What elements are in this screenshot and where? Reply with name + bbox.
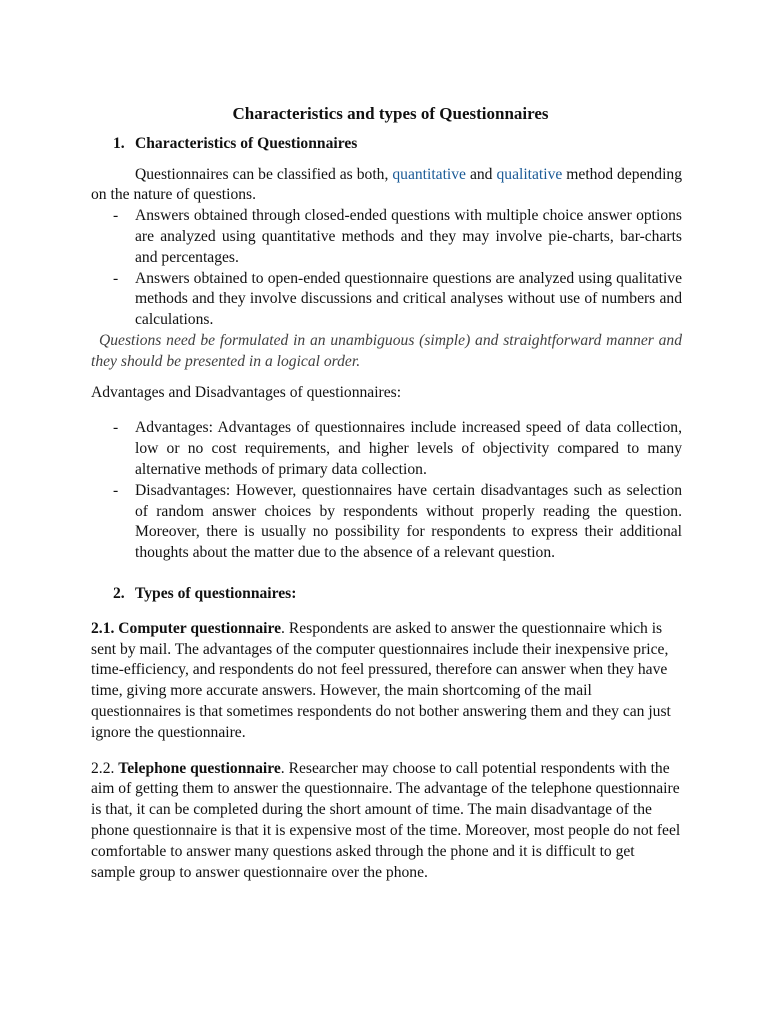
- intro-pre: Questionnaires can be classified as both,: [135, 165, 393, 183]
- list-item: [91, 418, 682, 480]
- computer-questionnaire-label: 2.1. Computer questionnaire: [91, 619, 282, 637]
- section-2-number: 2.: [113, 584, 125, 602]
- bullet-dash: -: [113, 419, 119, 437]
- bullet-dash: -: [113, 269, 119, 287]
- bullet-dash: -: [113, 207, 119, 225]
- list-item: [91, 206, 682, 268]
- intro-mid: and: [465, 165, 497, 183]
- section-1-bullet-list: [91, 206, 682, 331]
- list-item-text: Disadvantages: However, questionnaires have certain disadvantages such as selection of random answer choices by respondents without properly reading the question. Moreover, there is usually no possibility for respondents to express their additional thoughts about the matter due to the absence of a relevant question.: [135, 481, 682, 562]
- list-item: [91, 269, 682, 331]
- intro-post: method depending on the nature of questions.: [91, 165, 683, 204]
- advantages-bullet-list: [91, 418, 682, 564]
- formulation-note: Questions need be formulated in an unambiguous (simple) and straightforward manner and they should be presented in a logical order.: [91, 331, 682, 370]
- computer-questionnaire-paragraph: [91, 619, 682, 744]
- telephone-questionnaire-label: Telephone questionnaire: [118, 759, 281, 777]
- list-item: [91, 481, 682, 564]
- section-1-heading: [91, 134, 682, 155]
- section-1-title: Characteristics of Questionnaires: [135, 134, 358, 152]
- telephone-questionnaire-prefix: 2.2.: [91, 759, 119, 777]
- section-1-intro: [91, 165, 682, 207]
- document-title: Characteristics and types of Questionnaires: [232, 104, 549, 123]
- quantitative-link[interactable]: quantitative: [392, 165, 466, 183]
- computer-questionnaire-text: . Respondents are asked to answer the questionnaire which is sent by mail. The advantages of the computer questionnaires include their inexpensive price, time-efficiency, and respondents do not feel pressured, therefore can answer when they have time, giving more accurate answers. However, the main shortcoming of the mail questionnaires is that sometimes respondents do not bother answering them and they can just ignore the questionnaire.: [91, 619, 671, 741]
- telephone-questionnaire-paragraph: [91, 759, 682, 884]
- qualitative-link[interactable]: qualitative: [496, 165, 563, 183]
- section-2-title: Types of questionnaires:: [135, 584, 297, 602]
- section-1-number: 1.: [113, 134, 125, 152]
- advantages-heading: Advantages and Disadvantages of questionnaires:: [91, 383, 402, 401]
- telephone-questionnaire-text: . Researcher may choose to call potential respondents with the aim of getting them to answer the questionnaire. The advantage of the telephone questionnaire is that, it can be completed during the short amount of time. The main disadvantage of the phone questionnaire is that it is expensive most of the time. Moreover, most people do not feel comfortable to answer many questions asked through the phone and it is difficult to get sample group to answer questionnaire over the phone.: [91, 759, 681, 881]
- list-item-text: Answers obtained to open-ended questionnaire questions are analyzed using qualitative methods and they involve discussions and critical analyses without use of numbers and calculations.: [135, 269, 682, 329]
- section-2-heading: [91, 584, 682, 605]
- list-item-text: Answers obtained through closed-ended questions with multiple choice answer options are analyzed using quantitative methods and they may involve pie-charts, bar-charts and percentages.: [135, 207, 682, 266]
- bullet-dash: -: [113, 481, 119, 499]
- list-item-text: Advantages: Advantages of questionnaires include increased speed of data collection, low or no cost requirements, and higher levels of objectivity compared to many alternative methods of primary data collection.: [135, 419, 682, 478]
